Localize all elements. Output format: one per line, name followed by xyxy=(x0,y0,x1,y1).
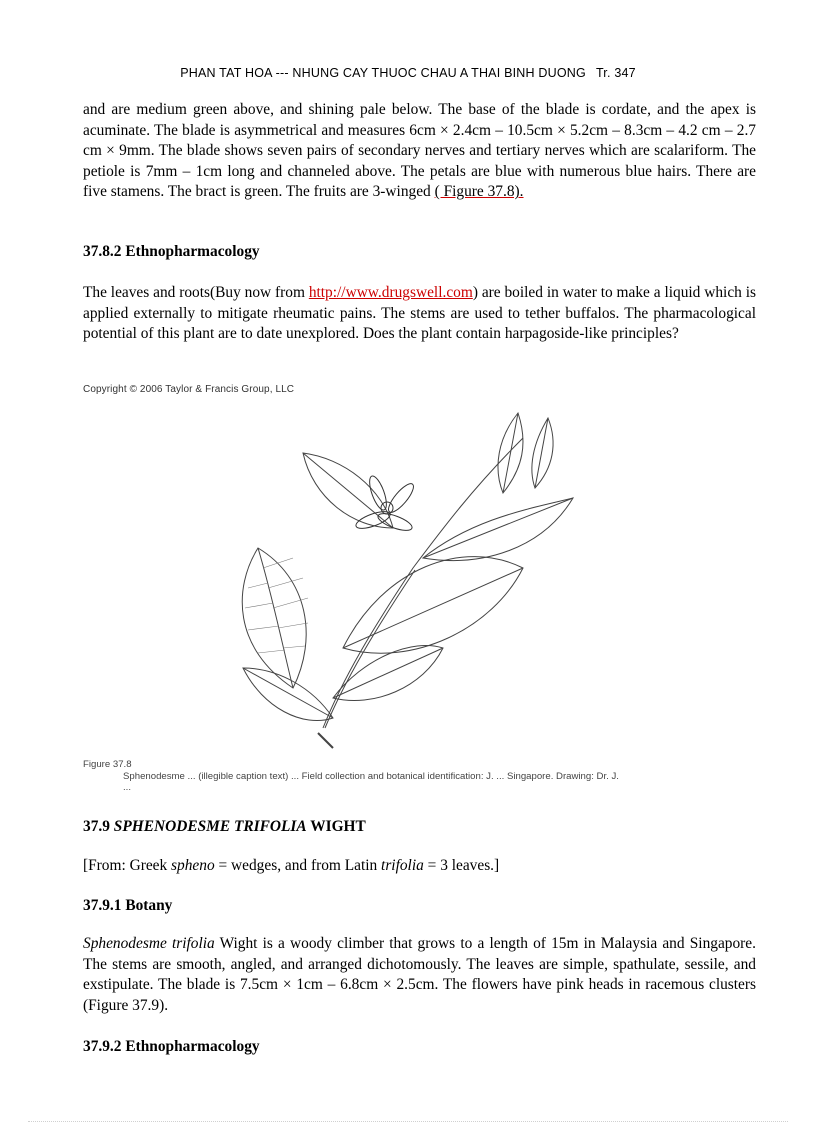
header-title: PHAN TAT HOA --- NHUNG CAY THUOC CHAU A THAI BINH DUONG xyxy=(180,66,586,80)
paragraph-botany-37-9 xyxy=(83,934,756,1016)
paragraph-text: Wight is a woody climber that grows to a length of 15m in Malaysia and Singapore. The stems are smooth, angled, and arranged dichotomously. The leaves are simple, spathulate, sessile, and exstipulate. The blade is 7.5cm × 1cm – 6.8cm × 2.5cm. The flowers have pink heads in racemous clusters (Figure 37.9). xyxy=(83,935,756,1014)
section-heading-37-8-2: 37.8.2 Ethnopharmacology xyxy=(83,243,260,260)
plant-illustration xyxy=(223,398,583,758)
drugswell-link[interactable]: http://www.drugswell.com xyxy=(308,284,473,301)
figure-copyright: Copyright © 2006 Taylor & Francis Group, LLC xyxy=(83,384,295,395)
page-bottom-divider xyxy=(28,1121,788,1122)
paragraph-text: ) are boiled in water to make a liquid which is applied externally to mitigate rheumatic pains. The stems are used to tether buffalos. The pharmacological potential of this plant are to date unexplored. Does the plant contain harpagoside-like principles? xyxy=(83,284,756,343)
paragraph-blade-description xyxy=(83,100,756,203)
section-heading-37-9-1: 37.9.1 Botany xyxy=(83,897,173,914)
caption-label: Figure 37.8 xyxy=(83,759,132,770)
etymology-term: spheno xyxy=(171,857,215,874)
section-heading-37-9 xyxy=(83,818,366,836)
heading-species-name: SPHENODESME TRIFOLIA xyxy=(113,818,307,835)
heading-number: 37.9 xyxy=(83,818,114,835)
paragraph-text: The leaves and roots(Buy now from xyxy=(83,284,309,301)
heading-author: WIGHT xyxy=(306,818,366,835)
header-page-number: Tr. 347 xyxy=(595,66,636,80)
species-name: Sphenodesme trifolia xyxy=(83,935,215,952)
page-header xyxy=(0,66,816,80)
paragraph-text: and are medium green above, and shining pale below. The base of the blade is cordate, and the apex is acuminate. The blade is asymmetrical and measures 6cm × 2.4cm – 10.5cm × 5.2cm – 8.3cm – 4.2 cm – 2.7 cm × 9mm. The blade shows seven pairs of secondary nerves and tertiary nerves which are scalariform. The petiole is 7mm – 1cm long and channeled above. The petals are blue with numerous blue hairs. There are five stamens. The bract is green. The fruits are 3-winged xyxy=(83,101,756,201)
figure-reference-37-8[interactable]: ( Figure 37.8). xyxy=(434,183,524,201)
paragraph-text: = wedges, and from Latin xyxy=(214,857,382,874)
etymology-term: trifolia xyxy=(381,857,424,874)
caption-text: Sphenodesme ... (illegible caption text) ... Field collection and botanical identification: J. ... Singapore. Drawing: Dr. J. ... xyxy=(123,770,619,793)
figure-caption xyxy=(83,759,628,794)
paragraph-text: [From: Greek xyxy=(83,857,172,874)
paragraph-ethnopharmacology-37-8 xyxy=(83,283,756,345)
figure-37-8 xyxy=(83,384,628,800)
paragraph-text: = 3 leaves.] xyxy=(423,857,500,874)
paragraph-etymology xyxy=(83,856,756,877)
section-heading-37-9-2: 37.9.2 Ethnopharmacology xyxy=(83,1038,260,1055)
